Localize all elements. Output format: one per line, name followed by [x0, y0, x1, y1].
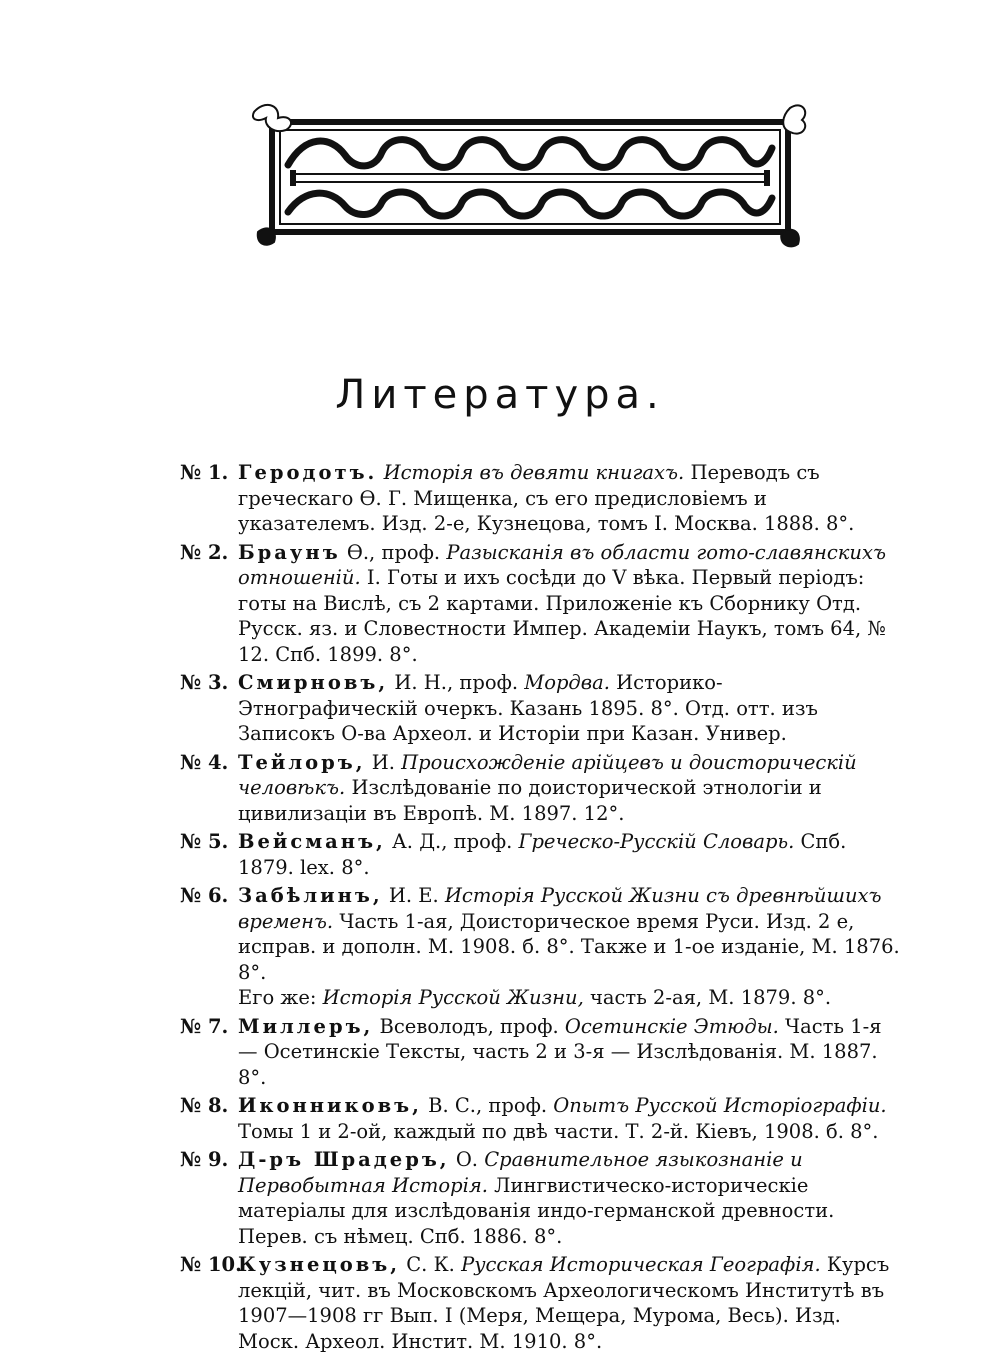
bibliography-entry — [180, 1014, 900, 1091]
entry-publication-details: Часть 1-ая, Доисторическое время Руси. Изд. 2 е, исправ. и дополн. М. 1908. б. 8°. Также и 1-ое изданіе, М. 1876. 8°. — [238, 909, 900, 984]
entry-work-title: Осетинскіе Этюды. — [564, 1014, 779, 1038]
entry-author: Вейсманъ, — [238, 830, 386, 853]
entry-work-title: Греческо-Русскій Словарь. — [518, 830, 795, 853]
entry-publication-details: Томы 1 и 2-ой, каждый по двѣ части. Т. 2-й. Кіевъ, 1908. б. 8°. — [238, 1119, 879, 1143]
entry-work-title: Опытъ Русской Исторіографіи. — [553, 1094, 887, 1117]
bibliography-entry — [180, 1147, 900, 1249]
entry-publication-details: Лингвистическо-историческіе матеріалы для изслѣдованія индо-германской древности. Перев. съ нѣмец. Спб. 1886. 8°. — [238, 1173, 835, 1248]
bibliography-entry — [180, 829, 900, 880]
entry-author-details: В. С., проф. — [428, 1094, 548, 1117]
entry-number: № 10. — [180, 1253, 242, 1276]
entry-author-details: С. К. — [406, 1253, 455, 1276]
entry-author: Браунъ — [238, 540, 341, 564]
entry-number: № 2. — [180, 540, 229, 564]
entry-author-details: И. Н., проф. — [394, 671, 519, 694]
entry-number: № 1. — [180, 461, 229, 484]
bibliography-entry — [180, 883, 900, 1011]
entry-author-details: Ѳ., проф. — [346, 540, 441, 564]
entry-author-details: Всеволодъ, проф. — [379, 1014, 559, 1038]
entry-author: Смирновъ, — [238, 671, 389, 694]
entry-number: № 5. — [180, 830, 229, 853]
ornament-central-bar — [290, 170, 770, 186]
entry-number: № 9. — [180, 1148, 229, 1171]
related-work-title: Исторія Русской Жизни, — [322, 986, 584, 1009]
entry-author-details: И. — [371, 750, 395, 774]
entry-work-title: Исторія въ девяти книгахъ. — [383, 461, 685, 484]
page-title: Литература. — [335, 372, 665, 418]
entry-author: Кузнецовъ, — [238, 1253, 401, 1276]
entry-publication-details: Часть 1-я— Осетинскіе Тексты, часть 2 и 3-я — Изслѣдованія. М. 1887. 8°. — [238, 1014, 882, 1089]
bibliography-list — [180, 460, 900, 1357]
entry-number: № 7. — [180, 1014, 229, 1038]
entry-publication-details: Курсъ лекцій, чит. въ Московскомъ Археологическомъ Институтѣ въ 1907—1908 гг Вып. I (Меря, Мещера, Мурома, Весь). Изд. Моск. Археол. Инстит. М. 1910. 8°. — [238, 1253, 890, 1353]
entry-number: № 3. — [180, 671, 229, 694]
entry-author-details: А. Д., проф. — [392, 830, 513, 853]
entry-work-title: Сравнительное языкознаніе и Первобытная Исторія. — [238, 1148, 803, 1197]
entry-work-title: Разысканія въ области гото-славянскихъ отношеній. — [238, 540, 886, 589]
entry-author: Д-ръ Шрадеръ, — [238, 1148, 450, 1171]
bibliography-entry — [180, 1252, 900, 1354]
bibliography-entry — [180, 670, 900, 747]
bibliography-entry — [180, 750, 900, 827]
entry-number: № 6. — [180, 884, 229, 907]
entry-author-details: И. Е. — [388, 884, 439, 907]
entry-publication-details: Историко-Этнографическій очеркъ. Казань 1895. 8°. Отд. отт. изъ Записокъ О-ва Археол. и Исторіи при Казан. Универ. — [238, 671, 818, 745]
entry-number: № 8. — [180, 1094, 229, 1117]
entry-author-details: О. — [455, 1148, 478, 1171]
entry-work-title: Исторія Русской Жизни съ древнѣйшихъ временъ. — [238, 884, 882, 933]
entry-author: Миллеръ, — [238, 1014, 374, 1038]
ornament-scrollwork-top — [288, 140, 772, 168]
entry-publication-details: Переводъ съ греческаго Ѳ. Г. Мищенка, съ его предисловіемъ и указателемъ. Изд. 2-е, Кузнецова, томъ I. Москва. 1888. 8°. — [238, 461, 855, 535]
entry-work-title: Происхожденіе арійцевъ и доисторическій человѣкъ. — [238, 750, 857, 799]
bibliography-entry — [180, 1093, 900, 1144]
entry-author: Забѣлинъ, — [238, 884, 383, 907]
entry-work-title: Русская Историческая Географія. — [461, 1253, 821, 1276]
entry-author: Тейлоръ, — [238, 750, 366, 774]
decorative-headpiece-ornament — [250, 100, 810, 250]
entry-related-work — [238, 985, 900, 1011]
entry-work-title: Мордва. — [524, 671, 610, 694]
entry-publication-details: Спб. 1879. lex. 8°. — [238, 830, 847, 879]
ornament-scrollwork-bottom — [288, 192, 772, 216]
entry-author: Геродотъ. — [238, 461, 378, 484]
bibliography-entry — [180, 460, 900, 537]
bibliography-entry — [180, 540, 900, 668]
entry-number: № 4. — [180, 750, 229, 774]
related-work-details: часть 2-ая, М. 1879. 8°. — [589, 986, 832, 1009]
entry-publication-details: I. Готы и ихъ сосѣди до V вѣка. Первый періодъ: готы на Вислѣ, съ 2 картами. Приложеніе къ Сборнику Отд. Русск. яз. и Словестности Импер. Академіи Наукъ, томъ 64, № 12. Спб. 1899. 8°. — [238, 566, 886, 666]
related-work-prefix: Его же: — [238, 986, 317, 1009]
entry-publication-details: Изслѣдованіе по доисторической этнологіи и цивилизаціи въ Европѣ. М. 1897. 12°. — [238, 776, 822, 825]
entry-author: Иконниковъ, — [238, 1094, 422, 1117]
